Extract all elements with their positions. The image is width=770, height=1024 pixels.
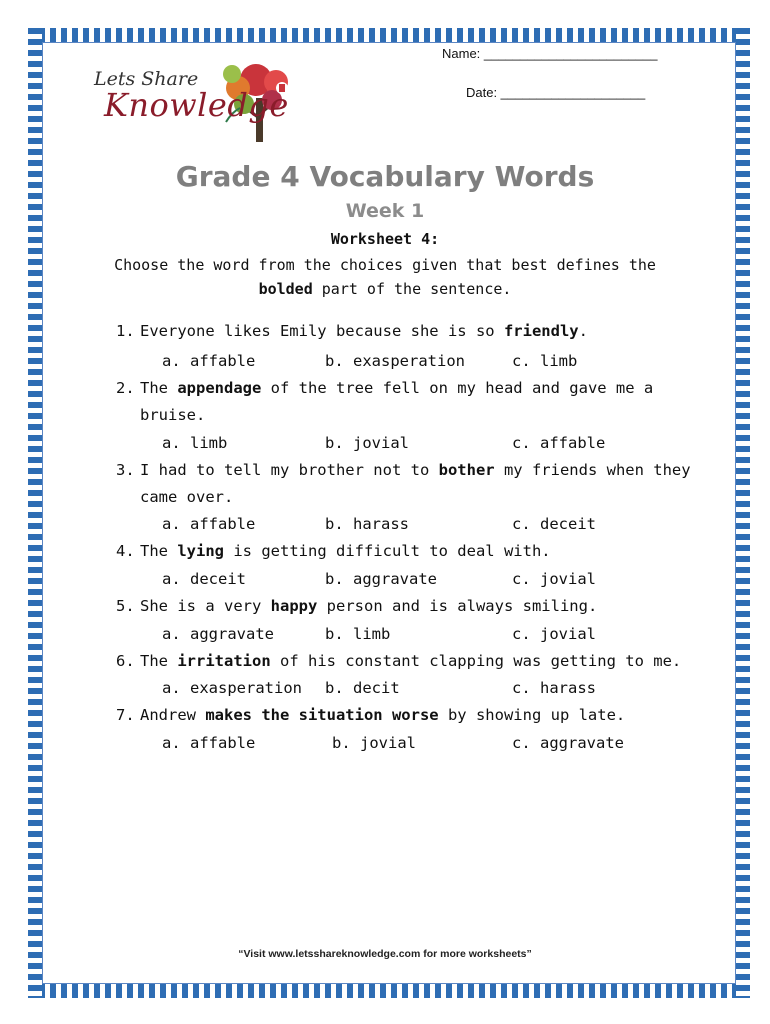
decorative-border-bottom (28, 984, 750, 998)
question-text-before: Everyone likes Emily because she is so (140, 322, 504, 340)
question-bolded-phrase: makes the situation worse (205, 706, 439, 724)
logo (86, 58, 306, 146)
question-6-option-a: a. exasperation (162, 679, 302, 697)
question-number: 6. (116, 652, 135, 670)
question-1-option-c: c. limb (512, 352, 578, 370)
footer-note: “Visit www.letsshareknowledge.com for more worksheets” (238, 948, 532, 960)
question-5-option-c: c. jovial (512, 625, 596, 643)
page-title: Grade 4 Vocabulary Words (175, 160, 595, 193)
question-bolded-phrase: appendage (177, 379, 262, 397)
question-7-option-c: c. aggravate (512, 734, 624, 752)
question-bolded-phrase: friendly (503, 322, 579, 340)
question-text-after: of his constant clapping was getting to me. (270, 652, 682, 670)
question-text-after: is getting difficult to deal with. (224, 542, 551, 560)
question-text (140, 542, 551, 560)
question-bolded-phrase: happy (270, 597, 318, 615)
question-text-before: The (140, 379, 178, 397)
name-field: Name: ________________________ (442, 46, 658, 61)
question-text-after: person and is always smiling. (317, 597, 598, 615)
question-text (140, 652, 681, 670)
question-4-option-c: c. jovial (512, 570, 596, 588)
question-text (140, 379, 653, 397)
question-3-option-c: c. deceit (512, 515, 596, 533)
question-text-after: . (578, 322, 588, 340)
question-6-option-b: b. decit (325, 679, 400, 697)
question-number: 5. (116, 597, 135, 615)
question-text-before: Andrew (140, 706, 206, 724)
worksheet-label: Worksheet 4: (330, 230, 440, 248)
question-text-after: my friends when they (494, 461, 691, 479)
question-number: 7. (116, 706, 135, 724)
question-3-option-b: b. harass (325, 515, 409, 533)
question-3-option-a: a. affable (162, 515, 256, 533)
question-7-option-b: b. jovial (332, 734, 416, 752)
question-1-option-b: b. exasperation (325, 352, 465, 370)
question-text-before: bruise. (140, 406, 206, 424)
question-text-before: came over. (140, 488, 234, 506)
instructions-line-1: Choose the word from the choices given that best defines the (114, 256, 656, 274)
question-text-before: She is a very (140, 597, 271, 615)
date-field: Date: ____________________ (466, 85, 646, 100)
question-text-after: by showing up late. (438, 706, 626, 724)
question-4-option-b: b. aggravate (325, 570, 437, 588)
question-text (140, 488, 233, 506)
question-2-option-c: c. affable (512, 434, 606, 452)
question-text-before: The (140, 542, 178, 560)
question-text (140, 706, 625, 724)
question-text-after: of the tree fell on my head and gave me a (261, 379, 654, 397)
question-number: 3. (116, 461, 135, 479)
question-5-option-b: b. limb (325, 625, 391, 643)
question-2-option-a: a. limb (162, 434, 228, 452)
question-text (140, 597, 597, 615)
question-bolded-phrase: lying (177, 542, 224, 560)
question-text (140, 461, 691, 479)
week-subtitle: Week 1 (345, 200, 425, 222)
question-number: 4. (116, 542, 135, 560)
question-6-option-c: c. harass (512, 679, 596, 697)
question-text (140, 322, 588, 340)
decorative-border-top (28, 28, 750, 42)
question-text-before: The (140, 652, 178, 670)
question-number: 1. (116, 322, 135, 340)
question-7-option-a: a. affable (162, 734, 256, 752)
instructions-bold-word: bolded (258, 280, 313, 298)
question-bolded-phrase: irritation (177, 652, 271, 670)
instructions-line-2-rest: part of the sentence. (312, 280, 512, 298)
question-2-option-b: b. jovial (325, 434, 409, 452)
question-5-option-a: a. aggravate (162, 625, 274, 643)
question-number: 2. (116, 379, 135, 397)
question-1-option-a: a. affable (162, 352, 256, 370)
instructions-line-2 (0, 280, 770, 298)
question-bolded-phrase: bother (438, 461, 495, 479)
question-text-before: I had to tell my brother not to (140, 461, 439, 479)
question-text (140, 406, 205, 424)
logo-text-line1: Lets Share (94, 68, 199, 90)
question-4-option-a: a. deceit (162, 570, 246, 588)
logo-text-line2: Knowledge (104, 86, 289, 124)
